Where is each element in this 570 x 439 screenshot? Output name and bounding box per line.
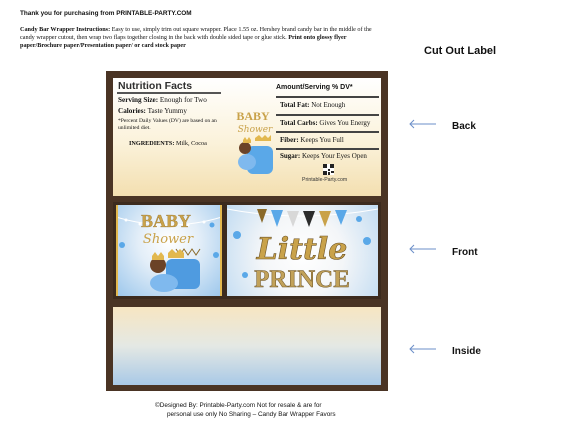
inside-panel [113, 307, 381, 385]
footer-line-1: ©Designed By: Printable-Party.com Not for resale & are for [155, 402, 322, 409]
prince-text: PRINCE [254, 266, 350, 293]
footer [155, 401, 405, 419]
arrow-left-icon [408, 244, 438, 254]
calories [118, 107, 187, 115]
serving-value: Enough for Two [158, 96, 207, 104]
little-text: Little [256, 232, 348, 267]
front-label: Front [452, 247, 478, 258]
qr-code-icon [323, 164, 334, 175]
carbs-divider [276, 131, 379, 133]
baby-shower-art-front [116, 205, 222, 296]
art-shower-text: Shower [237, 125, 273, 135]
calories-value: Taste Yummy [145, 107, 187, 115]
front-left-art [116, 205, 222, 296]
percent-note: *Percent Daily Values (DV) are based on an unlimited diet. [118, 118, 217, 131]
throne-crown-icon [168, 249, 184, 258]
calories-key: Calories: [118, 107, 146, 115]
site-name: Printable-Party.com [302, 177, 348, 183]
fat-value: Not Enough [309, 101, 346, 109]
serving-key: Serving Size: [118, 96, 159, 104]
total-fat [280, 101, 345, 109]
total-carbs [280, 119, 370, 127]
back-panel [113, 78, 381, 196]
back-label: Back [452, 121, 476, 132]
art-baby-text: BABY [236, 109, 270, 123]
sugar-key: Sugar: [280, 152, 301, 160]
instructions-lead: Candy Bar Wrapper Instructions: [20, 26, 111, 33]
thanks-line: Thank you for purchasing from PRINTABLE-PARTY.COM [20, 10, 192, 17]
carbs-key: Total Carbs: [280, 119, 318, 127]
nutrition-title: Nutrition Facts [118, 80, 193, 92]
nutrition-divider [117, 92, 221, 94]
crown-icon [255, 135, 271, 141]
baby-crown-icon [152, 252, 164, 260]
baby-body-icon [150, 274, 178, 292]
pennant-banner-icon [257, 209, 347, 227]
string-lights-icon [227, 209, 378, 216]
front-right-art [227, 205, 378, 296]
fiber-value: Keeps You Full [298, 136, 344, 144]
fiber-divider [276, 148, 379, 150]
candy-wrapper [106, 71, 388, 391]
baby-body-icon [238, 154, 256, 170]
baby-head-icon [239, 142, 251, 154]
footer-line-2: personal use only No Sharing – Candy Bar Wrapper Favors [167, 411, 336, 418]
fat-key: Total Fat: [280, 101, 310, 109]
ingredients-key: INGREDIENTS: [129, 140, 175, 147]
amount-divider [276, 96, 379, 98]
arrow-left-icon [408, 119, 438, 129]
baby-prince-art-back [225, 108, 281, 180]
front-panel [113, 202, 381, 299]
amount-header: Amount/Serving % DV* [276, 84, 353, 91]
sugar-value: Keeps Your Eyes Open [300, 152, 367, 160]
front-shower-text: Shower [142, 232, 194, 247]
baby-crown-icon [243, 137, 251, 143]
instructions-body: Easy to use, simply trim out square wrapper. Place 1.55 oz. Hershey brand candy bar in the middle of the candy wrapper cutout, then wrap two flaps together closing in the back with double sided tape or glue stick. [20, 26, 372, 41]
little-prince-art [227, 205, 378, 296]
instructions-print: Print onto glossy flyer paper/Brochure paper/Presentation paper/ or card stock paper [20, 34, 347, 49]
ingredients [129, 140, 207, 147]
fat-divider [276, 114, 379, 116]
cut-out-label: Cut Out Label [424, 45, 497, 57]
ingredients-value: Milk, Cocoa [174, 140, 207, 147]
fiber-key: Fiber: [280, 136, 299, 144]
fiber [280, 136, 344, 144]
instructions [20, 26, 380, 50]
front-baby-text: BABY [140, 211, 192, 231]
inside-label: Inside [452, 346, 481, 357]
sugar [280, 152, 367, 160]
carbs-value: Gives You Energy [317, 119, 371, 127]
serving-size [118, 96, 207, 104]
arrow-left-icon [408, 344, 438, 354]
